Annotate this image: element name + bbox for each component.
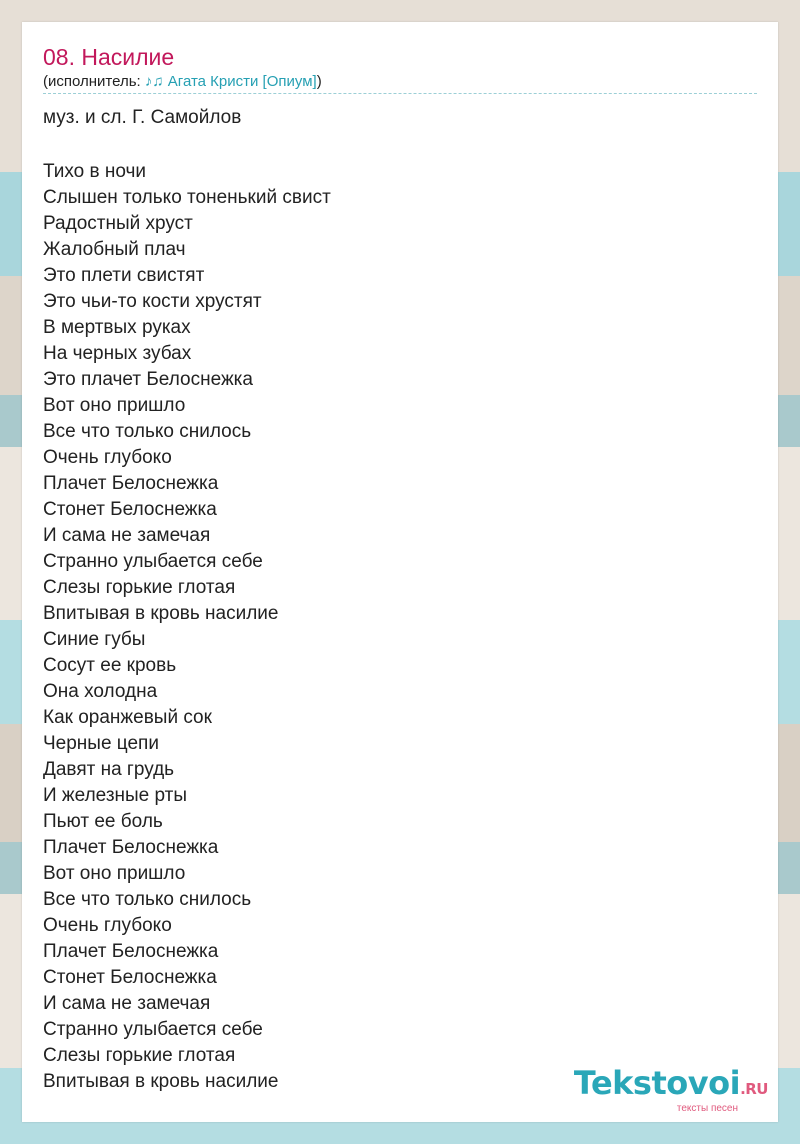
lyric-line: Странно улыбается себе: [43, 551, 263, 572]
lyric-line: Синие губы: [43, 629, 146, 650]
lyric-line: Это плачет Белоснежка: [43, 369, 253, 390]
lyric-line: В мертвых руках: [43, 317, 191, 338]
lyric-line: Тихо в ночи: [43, 161, 147, 182]
logo-tagline: тексты песен: [676, 1103, 738, 1114]
lyric-line: Черные цепи: [43, 733, 159, 754]
logo-tld: .RU: [740, 1080, 768, 1098]
artist-suffix: ): [316, 73, 322, 90]
lyric-line: Очень глубоко: [43, 915, 172, 936]
lyric-line: Плачет Белоснежка: [43, 837, 219, 858]
author-credit: муз. и сл. Г. Самойлов: [43, 107, 242, 128]
lyric-line: Странно улыбается себе: [43, 1019, 263, 1040]
lyric-line: Пьют ее боль: [43, 811, 163, 832]
lyric-line: Плачет Белоснежка: [43, 941, 219, 962]
lyric-line: Она холодна: [43, 681, 158, 702]
lyric-line: Вот оно пришло: [43, 863, 186, 884]
lyric-line: Все что только снилось: [43, 889, 252, 910]
site-logo[interactable]: [548, 1066, 768, 1114]
lyric-line: Как оранжевый сок: [43, 707, 212, 728]
music-notes-icon: ♪♫: [144, 73, 168, 90]
artist-prefix: (исполнитель:: [43, 73, 145, 90]
artist-name: Агата Кристи [Опиум]: [167, 73, 317, 90]
lyric-line: Впитывая в кровь насилие: [43, 1071, 279, 1092]
lyric-line: Это чьи-то кости хрустят: [43, 291, 262, 312]
lyric-line: Давят на грудь: [43, 759, 175, 780]
lyric-line: И сама не замечая: [43, 993, 211, 1014]
lyric-line: Слезы горькие глотая: [43, 577, 236, 598]
lyric-line: Все что только снилось: [43, 421, 252, 442]
lyrics-sheet: [22, 22, 778, 1122]
lyric-line: Радостный хруст: [43, 213, 193, 234]
lyric-line: И железные рты: [43, 785, 188, 806]
artist-link[interactable]: [145, 73, 317, 90]
logo-name: Tekstovoi: [573, 1064, 741, 1102]
lyric-line: Впитывая в кровь насилие: [43, 603, 279, 624]
lyric-line: Сосут ее кровь: [43, 655, 177, 676]
lyric-line: Стонет Белоснежка: [43, 967, 217, 988]
artist-line: [43, 73, 322, 90]
lyric-line: Слезы горькие глотая: [43, 1045, 236, 1066]
lyric-line: Очень глубоко: [43, 447, 172, 468]
divider: [43, 93, 757, 94]
lyrics-list: [43, 159, 331, 1095]
lyric-line: На черных зубах: [43, 343, 192, 364]
lyric-line: Это плети свистят: [43, 265, 205, 286]
lyric-line: Вот оно пришло: [43, 395, 186, 416]
lyric-line: Стонет Белоснежка: [43, 499, 217, 520]
lyric-line: Плачет Белоснежка: [43, 473, 219, 494]
lyric-line: И сама не замечая: [43, 525, 211, 546]
song-title: 08. Насилие: [43, 44, 175, 70]
lyric-line: Жалобный плач: [43, 239, 186, 260]
lyric-line: Слышен только тоненький свист: [43, 187, 331, 208]
